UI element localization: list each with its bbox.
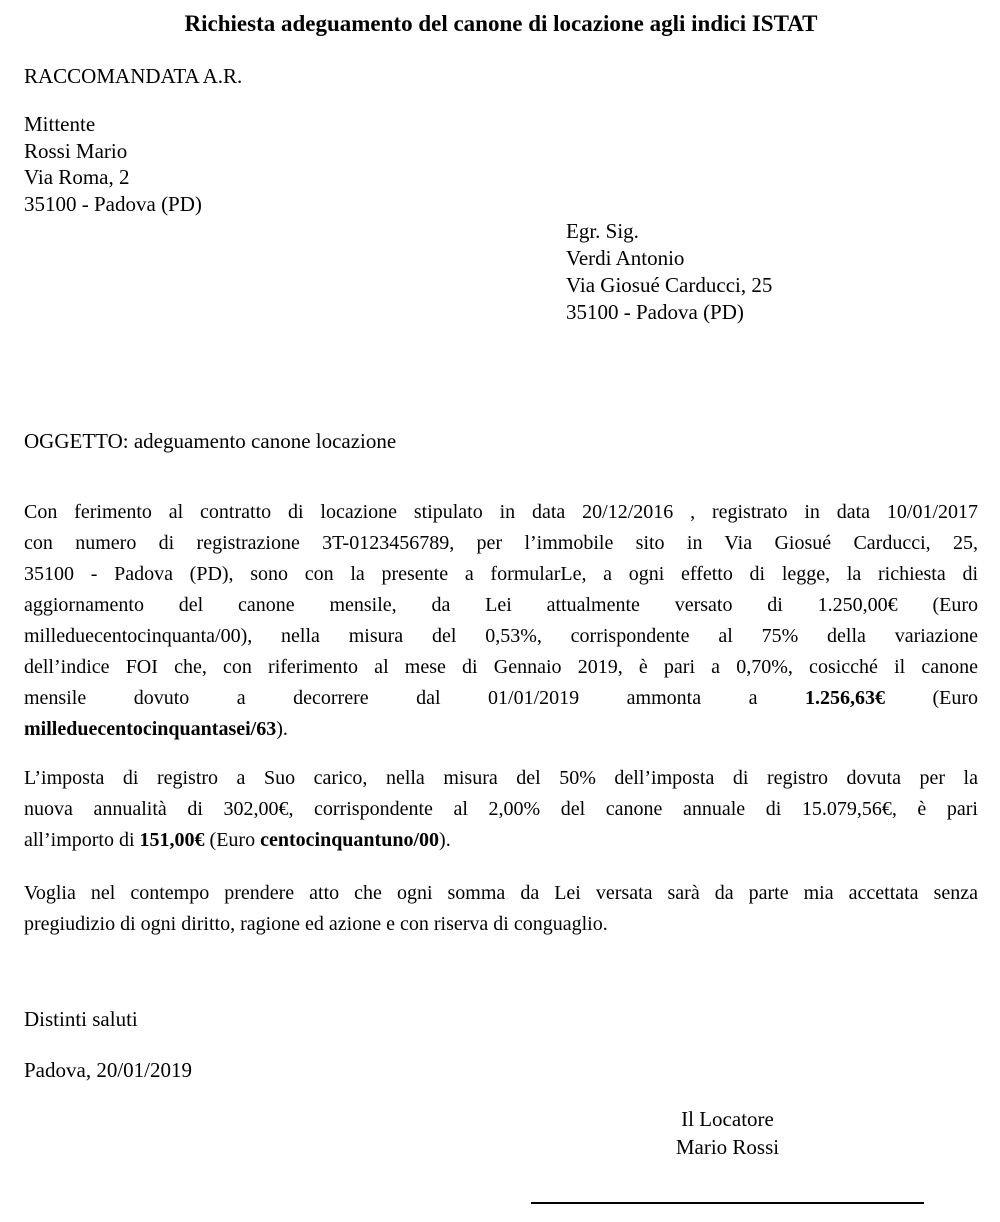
recipient-street: Via Giosué Carducci, 25 — [566, 273, 773, 297]
paragraph-registration-tax: L’imposta di registro a Suo carico, nella misura del 50% dell’imposta di registro dovuta per la nuova annualità di 302,00€, corrispondente al 2,00% del canone annuale di 15.079,56€, è pari all’importo di 151,00€ (Euro centocinquantuno/00). — [24, 767, 978, 851]
paragraph-reservation-of-rights: Voglia nel contempo prendere atto che ogni somma da Lei versata sarà da parte mia accettata senza pregiudizio di ogni diritto, ragione ed azione e con riserva di conguaglio. — [24, 882, 978, 935]
sender-name: Rossi Mario — [24, 138, 128, 163]
signature-block — [531, 1105, 924, 1204]
signature-name: Mario Rossi — [675, 1135, 780, 1159]
closing-salutation: Distinti saluti — [24, 1007, 138, 1031]
recipient-name: Verdi Antonio — [566, 246, 685, 270]
subject-line: OGGETTO: adeguamento canone locazione — [24, 429, 397, 453]
sender-block — [24, 111, 978, 217]
letter-body — [24, 497, 978, 940]
signature-role: Il Locatore — [681, 1107, 774, 1131]
sender-street: Via Roma, 2 — [24, 165, 130, 189]
recipient-salutation: Egr. Sig. — [566, 219, 639, 243]
paragraph-rent-adjustment: Con ferimento al contratto di locazione stipulato in data 20/12/2016 , registrato in data 10/01/2017 con numero di registrazione 3T-0123456789, per l’immobile sito in Via Giosué Carducci, 25, 35100 - Padova (PD), sono con la presente a formularLe, a ogni effetto di legge, la richiesta di aggiornamento del canone mensile, da Lei attualmente versato di 1.250,00€ (Euro milleduecentocinquanta/00), nella misura del 0,53%, corrispondente al 75% della variazione dell’indice FOI che, con riferimento al mese di Gennaio 2019, è pari a 0,70%, cosicché il canone mensile dovuto a decorrere dal 01/01/2019 ammonta a 1.256,63€ (Euro milleduecentocinquantasei/63). — [24, 501, 978, 740]
signature-line — [531, 1202, 924, 1204]
sender-label: Mittente — [24, 112, 96, 136]
recipient-block — [566, 218, 978, 326]
delivery-method-label: RACCOMANDATA A.R. — [24, 64, 243, 88]
letter-title: Richiesta adeguamento del canone di locazione agli indici ISTAT — [184, 11, 818, 36]
sender-city: 35100 - Padova (PD) — [24, 191, 202, 216]
place-date: Padova, 20/01/2019 — [24, 1058, 192, 1082]
letter-page — [0, 10, 1000, 1222]
recipient-city: 35100 - Padova (PD) — [566, 300, 744, 324]
